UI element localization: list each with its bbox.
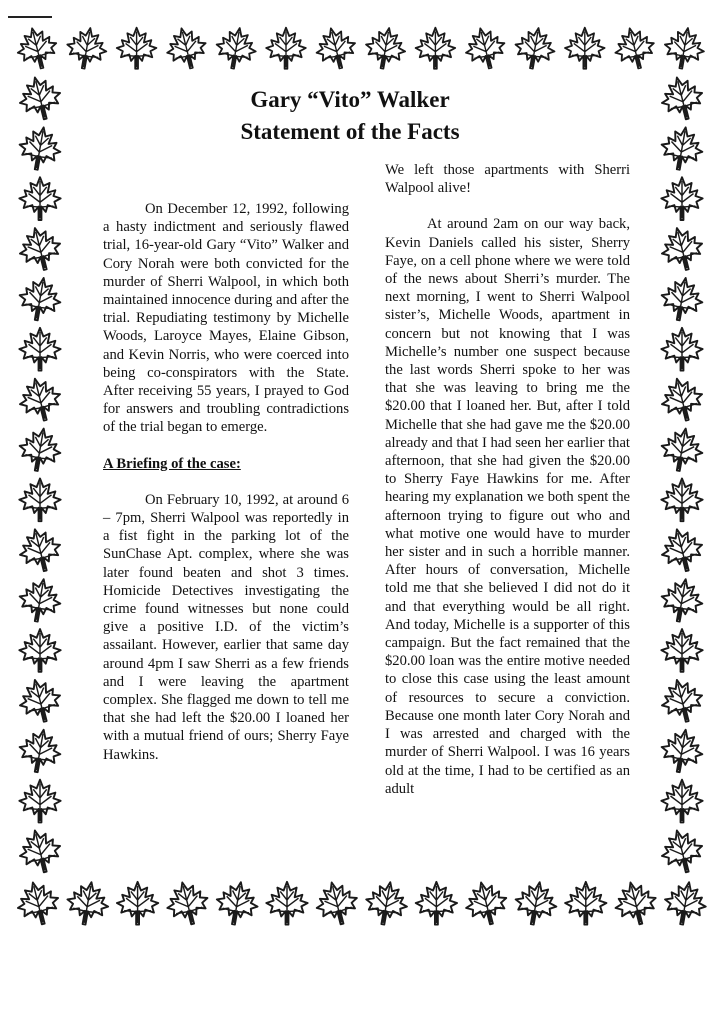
maple-leaf-icon	[15, 223, 65, 274]
maple-leaf-icon	[461, 878, 511, 929]
maple-leaf-icon	[64, 25, 110, 72]
maple-leaf-icon	[657, 374, 707, 425]
briefing-paragraph: On February 10, 1992, at around 6 – 7pm, Sherri Walpool was reportedly in a fist fight in the parking lot of the SunChase Apt. complex, where she was later found beaten and shot 3 times. Homicide Detectives investigating the crime found witnesses but none could give a positive I.D. of the victim’s assailant. However, earlier that same day around 4pm I saw Sherri as a few friends and I were leaving the apartment complex. She flagged me down to tell me that she had left the $20.00 I loaned her with a mutual friend of ours; Sherry Faye Hawkins.	[103, 491, 349, 763]
maple-leaf-icon	[117, 28, 157, 69]
maple-leaf-icon	[266, 882, 307, 925]
left-column	[103, 200, 349, 764]
maple-leaf-border-right	[656, 74, 712, 878]
intro-paragraph: On December 12, 1992, following a hasty indictment and seriously flawed trial, 16-year-old Gary “Vito” Walker and Cory Norah were both convicted for the murder of Sherri Walpool, in which both maintained innocence during and after the trial. Repudiating testimony by Michelle Woods, Laroyce Mayes, Elaine Gibson, and Kevin Norris, who were coerced into being co-conspirators with the State. After receiving 55 years, I prayed to God for answers and troubling contradictions of the trial began to emerge.	[103, 201, 349, 436]
maple-leaf-icon	[658, 274, 706, 323]
maple-leaf-icon	[312, 24, 360, 73]
maple-leaf-icon	[461, 24, 509, 73]
maple-leaf-icon	[363, 879, 411, 928]
maple-leaf-icon	[658, 726, 706, 775]
maple-leaf-icon	[19, 629, 60, 672]
maple-leaf-icon	[416, 882, 457, 925]
maple-leaf-icon	[512, 25, 558, 72]
maple-leaf-icon	[657, 74, 707, 124]
document-title: Gary “Vito” Walker	[250, 87, 450, 112]
maple-leaf-icon	[16, 726, 64, 775]
maple-leaf-icon	[266, 28, 306, 69]
maple-leaf-icon	[312, 878, 362, 929]
maple-leaf-icon	[213, 879, 261, 928]
maple-leaf-icon	[162, 24, 210, 73]
maple-leaf-icon	[657, 826, 707, 877]
maple-leaf-icon	[19, 177, 60, 220]
maple-leaf-icon	[19, 478, 60, 521]
document-subtitle: Statement of the Facts	[240, 119, 460, 144]
right-column	[385, 161, 630, 798]
maple-leaf-border-bottom	[14, 878, 712, 930]
maple-leaf-icon	[16, 425, 64, 474]
scan-mark	[8, 16, 52, 18]
maple-leaf-icon	[213, 25, 259, 72]
maple-leaf-icon	[15, 675, 65, 726]
maple-leaf-icon	[15, 826, 65, 877]
maple-leaf-icon	[565, 28, 605, 69]
maple-leaf-icon	[16, 576, 64, 625]
maple-leaf-icon	[19, 328, 60, 371]
maple-leaf-icon	[15, 74, 65, 124]
maple-leaf-icon	[658, 425, 706, 474]
maple-leaf-icon	[658, 576, 706, 625]
maple-leaf-border-top	[14, 24, 712, 74]
maple-leaf-icon	[661, 25, 707, 72]
maple-leaf-icon	[661, 328, 702, 371]
maple-leaf-icon	[117, 882, 158, 925]
continuation-paragraph: We left those apartments with Sherri Walpool alive!	[385, 162, 630, 197]
maple-leaf-icon	[565, 882, 606, 925]
maple-leaf-icon	[658, 124, 706, 173]
maple-leaf-icon	[657, 223, 707, 274]
maple-leaf-icon	[162, 878, 212, 929]
maple-leaf-icon	[661, 629, 702, 672]
maple-leaf-icon	[661, 879, 709, 928]
section-heading: A Briefing of the case:	[103, 455, 241, 472]
maple-leaf-icon	[15, 524, 65, 575]
maple-leaf-icon	[611, 24, 659, 73]
maple-leaf-icon	[416, 28, 456, 69]
maple-leaf-icon	[661, 780, 702, 823]
maple-leaf-icon	[610, 878, 660, 929]
maple-leaf-icon	[14, 24, 61, 73]
maple-leaf-icon	[16, 124, 64, 173]
maple-leaf-icon	[19, 780, 60, 823]
maple-leaf-icon	[16, 274, 64, 323]
maple-leaf-icon	[64, 879, 112, 928]
maple-leaf-icon	[657, 524, 707, 575]
maple-leaf-icon	[363, 25, 409, 72]
maple-leaf-border-left	[14, 74, 68, 878]
maple-leaf-icon	[661, 478, 702, 521]
maple-leaf-icon	[15, 374, 65, 425]
maple-leaf-icon	[14, 878, 63, 929]
maple-leaf-icon	[657, 675, 707, 726]
maple-leaf-icon	[512, 879, 560, 928]
main-paragraph: At around 2am on our way back, Kevin Daniels called his sister, Sherry Faye, on a cell phone where we were told of the news about Sherri’s murder. The next morning, I went to Sherri Walpool sister’s, Michelle Woods, apartment in concern but not knowing that I was Michelle’s number one suspect because the last words Sherri spoke to her was that she was leaving to bring me the $20.00 that I loaned her. But, after I told Michelle that she had gave me the $20.00 already and that I had seen her earlier that afternoon, that she had given the $20.00 to Sherry Faye Hawkins for me. After hearing my explanation we both spent the afternoon trying to figure out who and what motive one would have to murder her sister and in such a horrible manner. After hours of conversation, Michelle told me that she believed I did not do it and that everything would be all right. And today, Michelle is a supporter of this campaign. But the fact remained that the $20.00 loan was the entire motive needed to close this case using the least amount of resources to secure a conviction. Because one month later Cory Norah and I was arrested and charged with the murder of Sherri Walpool. I was 16 years old at the time, I had to be certified as an adult	[385, 216, 630, 797]
maple-leaf-icon	[661, 177, 702, 220]
